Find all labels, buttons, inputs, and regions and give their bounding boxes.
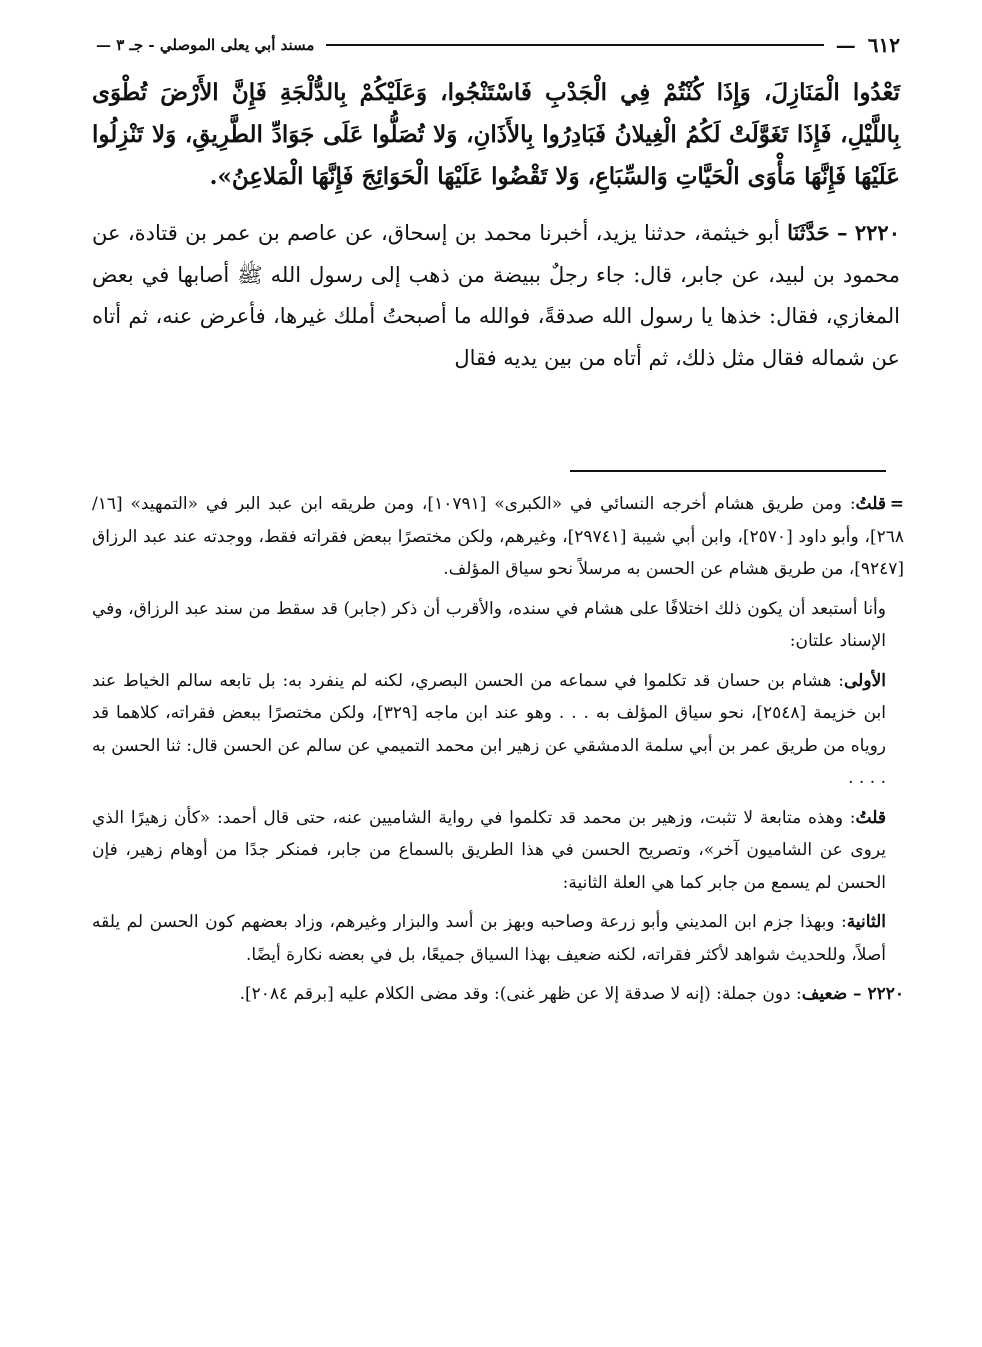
header-dash: — — [835, 33, 856, 57]
footnote-text: : ومن طريق هشام أخرجه النسائي في «الكبرى» [١٠٧٩١]، ومن طريقه ابن عبد البر في «التمهيد» [١٦/ ٢٦٨]، وأبو داود [٢٥٧٠]، وابن أبي شيبة [٢٩٧٤١]، وغيرهم، ولكن مختصرًا ببعض فقراته فقط، ووجدته عند عبد الرزاق [٩٢٤٧]، من طريق هشام عن الحسن به مرسلاً نحو سياق المؤلف. — [92, 494, 905, 579]
footnote-paragraph — [92, 488, 904, 586]
footnote-lead: ٢٢٢٠ – ضعيف — [801, 984, 904, 1004]
footnote-paragraph — [92, 593, 904, 658]
footnote-text: : وبهذا جزم ابن المديني وأبو زرعة وصاحبه وبهز بن أسد والبزار وغيرهم، وزاد بعضهم كون الحسن لم يلقه أصلاً، وللحديث شواهد لأكثر فقراته، لكنه ضعيف بهذا السياق جميعًا، بل في بعضه نكارة أيضًا. — [92, 912, 886, 965]
footnote-lead: قلتُ — [855, 494, 886, 514]
hadith-dash: – — [837, 220, 848, 245]
hadith-haddathana: حَدَّثَنَا — [787, 220, 830, 245]
hadith-text: أبو خيثمة، حدثنا يزيد، أخبرنا محمد بن إسحاق، عن عاصم بن عمر بن قتادة، عن محمود بن لبيد، عن جابر، قال: جاء رجلٌ ببيضة من ذهب إلى رسول الله ﷺ أصابها في بعض المغازي، فقال: خذها يا رسول الله صدقةً، فوالله ما أصبحتُ أملك غيرها، فأعرض عنه، ثم أتاه عن شماله فقال مثل ذلك، ثم أتاه من بين يديه فقال — [92, 221, 900, 370]
hadith-2220 — [92, 212, 900, 379]
main-text — [92, 72, 900, 379]
running-header — [96, 30, 900, 60]
footnote-text: وأنا أستبعد أن يكون ذلك اختلافًا على هشام في سنده، والأقرب أن ذكر (جابر) قد سقط من سند عبد الرزاق، وفي الإسناد علتان: — [92, 598, 886, 651]
footnotes — [92, 488, 904, 1018]
continuation-mark: = — [889, 494, 904, 514]
footnote-text: : دون جملة: (إنه لا صدقة إلا عن ظهر غنى): وقد مضى الكلام عليه [برقم ٢٠٨٤]. — [239, 984, 802, 1004]
footnote-lead: قلتُ — [855, 807, 886, 828]
footnote-text: : هشام بن حسان قد تكلموا في سماعه من الحسن البصري، لكنه لم ينفرد به: بل تابعه سالم الخياط عند ابن خزيمة [٢٥٤٨]، نحو سياق المؤلف به . . . وهو عند ابن ماجه [٣٢٩]، ولكن مختصرًا ببعض فقراته، كلاهما قد روياه من طريق عمر بن أبي سلمة الدمشقي عن زهير ابن محمد التميمي عن سالم عن الحسن قال: ثنا الحسن به . . . . — [92, 670, 886, 788]
footnote-paragraph — [92, 665, 904, 795]
footnote-paragraph — [92, 802, 904, 900]
header-rule — [326, 44, 823, 46]
footnote-text: : وهذه متابعة لا تثبت، وزهير بن محمد قد تكلموا في رواية الشاميين عنه، حتى قال أحمد: «كأن زهيرًا الذي يروى عن الشاميون آخر»، وتصريح الحسن في هذا الطريق بالسماع من جابر، فمنكر جدًا من أوهام زهير، فإن الحسن لم يسمع من جابر كما هي العلة الثانية: — [92, 807, 886, 893]
footnote-lead: الأولى — [844, 670, 886, 691]
running-title: مسند أبي يعلى الموصلي - جـ ٣ — — [96, 36, 315, 54]
footnote-separator — [570, 470, 886, 472]
footnote-paragraph — [92, 906, 904, 971]
hadith-continuation: تَعْدُوا الْمَنَازِلَ، وَإِذَا كُنْتُمْ فِي الْجَدْبِ فَاسْتَنْجُوا، وَعَلَيْكُمْ بِالدُّلْجَةِ فَإِنَّ الأَرْضَ تُطْوَى بِاللَّيْلِ، فَإِذَا تَغَوَّلَتْ لَكُمُ الْغِيلانُ فَبَادِرُوا بِالأَذَانِ، وَلا تُصَلُّوا عَلَى جَوَادِّ الطَّرِيقِ، وَلا تَنْزِلُوا عَلَيْهَا فَإِنَّهَا مَأْوَى الْحَيَّاتِ وَالسِّبَاعِ، وَلا تَقْضُوا عَلَيْهَا الْحَوَائِجَ فَإِنَّهَا الْمَلاعِنُ». — [92, 79, 900, 190]
page-number: ٦١٢ — [867, 33, 900, 57]
footnote-paragraph — [92, 978, 904, 1011]
footnote-lead: الثانية — [846, 912, 886, 932]
hadith-number: ٢٢٢٠ — [854, 220, 900, 245]
